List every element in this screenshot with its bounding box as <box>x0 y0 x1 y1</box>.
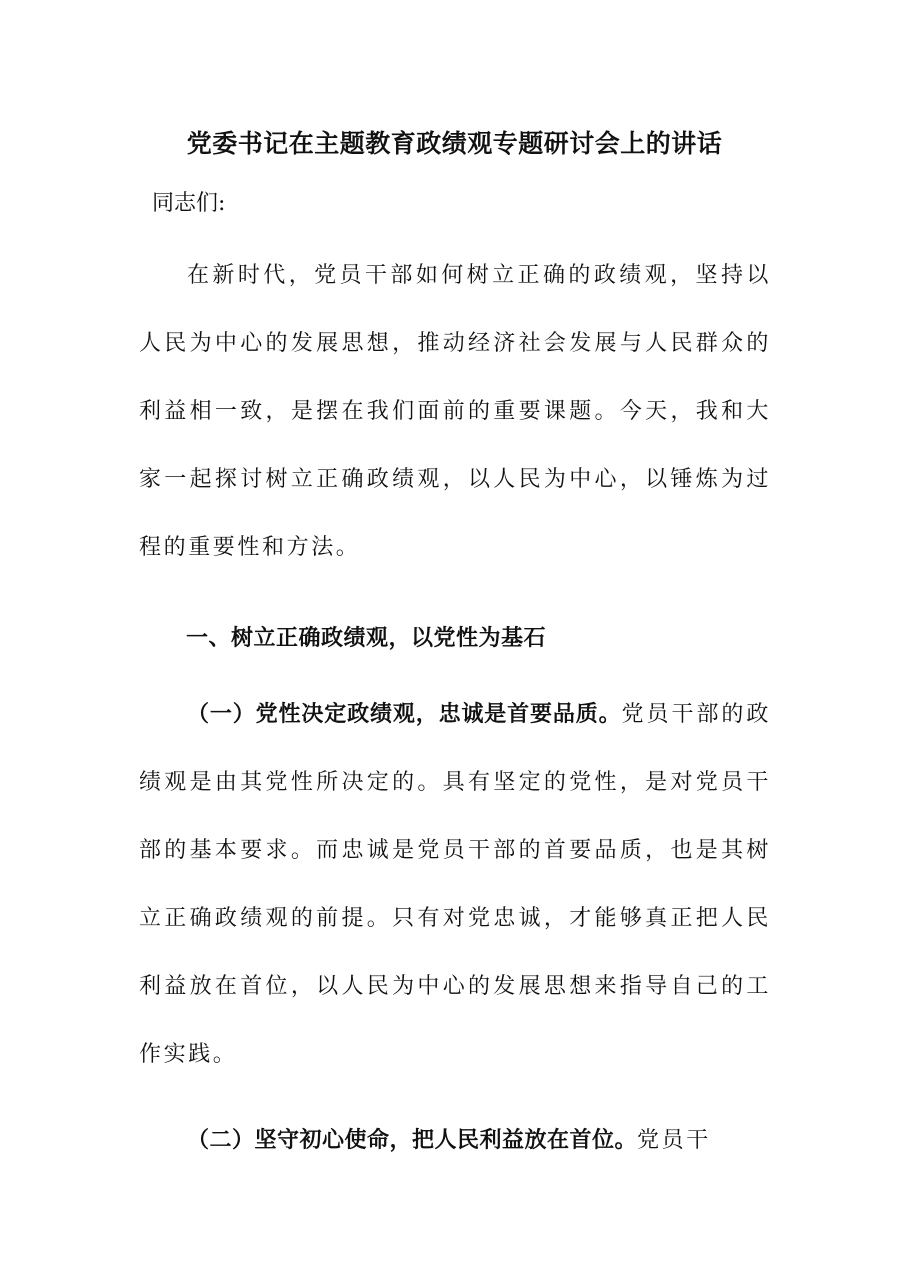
subsection-1-paragraph <box>139 680 771 1089</box>
subsection-2-text: 党员干 <box>637 1128 711 1153</box>
subsection-2-heading: （二）坚守初心使命，把人民利益放在首位。 <box>187 1127 638 1153</box>
intro-paragraph: 在新时代，党员干部如何树立正确的政绩观，坚持以人民为中心的发展思想，推动经济社会发展与人民群众的利益相一致，是摆在我们面前的重要课题。今天，我和大家一起探讨树立正确政绩观，以人民为中心，以锤炼为过程的重要性和方法。 <box>139 263 771 560</box>
subsection-1-heading: （一）党性决定政绩观，忠诚是首要品质。 <box>187 701 622 727</box>
subsection-2-paragraph <box>139 1106 771 1175</box>
salutation: 同志们: <box>152 191 226 216</box>
document-title: 党委书记在主题教育政绩观专题研讨会上的讲话 <box>186 129 723 158</box>
section-heading-1: 一、树立正确政绩观，以党性为基石 <box>186 625 547 651</box>
subsection-1-text: 党员干部的政绩观是由其党性所决定的。具有坚定的党性，是对党员干部的基本要求。而忠诚是党员干部的首要品质，也是其树立正确政绩观的前提。只有对党忠诚，才能够真正把人民利益放在首位，以人民为中心的发展思想来指导自己的工作实践。 <box>139 702 771 1067</box>
